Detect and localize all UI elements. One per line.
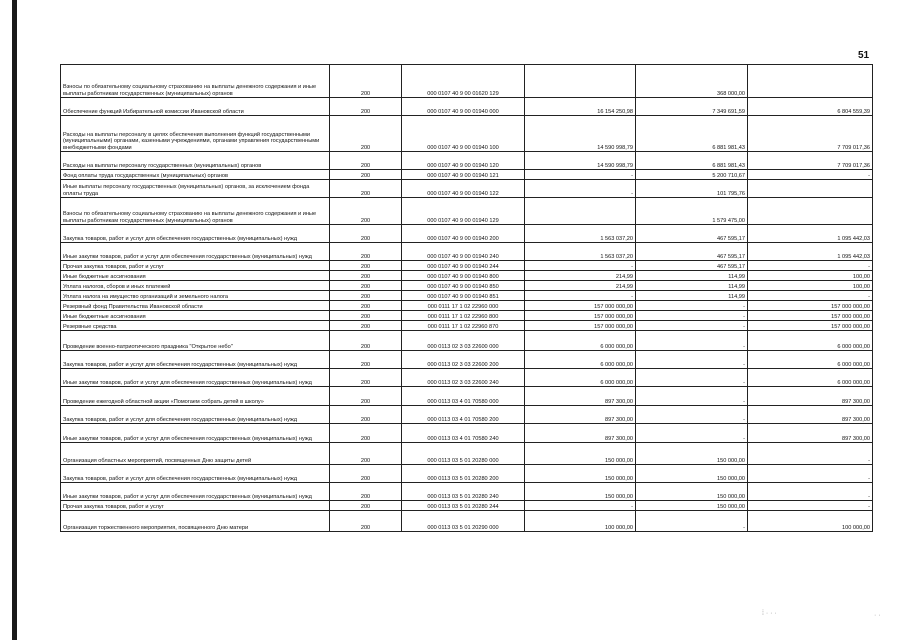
amount-cell-1: 100 000,00 bbox=[525, 511, 636, 532]
row-name-cell: Взносы по обязательному социальному страхованию на выплаты денежного содержания и иные выплаты работникам государственных (муниципальных) органов bbox=[61, 198, 330, 225]
amount-cell-1: 150 000,00 bbox=[525, 483, 636, 501]
table-row bbox=[61, 311, 873, 321]
admin-code-cell: 200 bbox=[330, 387, 402, 406]
admin-code-cell: 200 bbox=[330, 198, 402, 225]
amount-cell-2: 6 881 981,43 bbox=[636, 152, 748, 170]
amount-cell-3 bbox=[748, 198, 873, 225]
amount-cell-1: 6 000 000,00 bbox=[525, 369, 636, 387]
amount-cell-2: 114,99 bbox=[636, 291, 748, 301]
amount-cell-2: 5 200 710,67 bbox=[636, 170, 748, 180]
amount-cell-2: 150 000,00 bbox=[636, 465, 748, 483]
table-row bbox=[61, 301, 873, 311]
amount-cell-3: - bbox=[748, 465, 873, 483]
row-name-cell: Иные закупки товаров, работ и услуг для обеспечения государственных (муниципальных) нужд bbox=[61, 243, 330, 261]
amount-cell-1: 14 590 998,79 bbox=[525, 116, 636, 152]
row-name-cell: Организация областных мероприятий, посвященных Дню защиты детей bbox=[61, 443, 330, 465]
amount-cell-3: - bbox=[748, 291, 873, 301]
budget-code-cell: 000 0107 40 9 00 01940 122 bbox=[402, 180, 525, 198]
row-name-cell: Закупка товаров, работ и услуг для обеспечения государственных (муниципальных) нужд bbox=[61, 465, 330, 483]
amount-cell-3 bbox=[748, 65, 873, 98]
row-name-cell: Проведение военно-патриотического праздника "Открытое небо" bbox=[61, 331, 330, 351]
amount-cell-2: - bbox=[636, 351, 748, 369]
row-name-cell: Уплата налога на имущество организаций и земельного налога bbox=[61, 291, 330, 301]
amount-cell-2: 368 000,00 bbox=[636, 65, 748, 98]
budget-code-cell: 000 0107 40 9 00 01940 120 bbox=[402, 152, 525, 170]
amount-cell-2: 6 881 981,43 bbox=[636, 116, 748, 152]
table-row bbox=[61, 116, 873, 152]
row-name-cell: Иные выплаты персоналу государственных (муниципальных) органов, за исключением фонда оплаты труда bbox=[61, 180, 330, 198]
admin-code-cell: 200 bbox=[330, 465, 402, 483]
budget-code-cell: 000 0113 03 5 01 20280 200 bbox=[402, 465, 525, 483]
amount-cell-2: 150 000,00 bbox=[636, 483, 748, 501]
amount-cell-1: 6 000 000,00 bbox=[525, 351, 636, 369]
budget-code-cell: 000 0113 03 5 01 20280 244 bbox=[402, 501, 525, 511]
table-row bbox=[61, 331, 873, 351]
amount-cell-2: 101 795,76 bbox=[636, 180, 748, 198]
budget-code-cell: 000 0113 02 3 03 22600 000 bbox=[402, 331, 525, 351]
table-row bbox=[61, 369, 873, 387]
amount-cell-3: 7 709 017,36 bbox=[748, 152, 873, 170]
row-name-cell: Иные бюджетные ассигнования bbox=[61, 311, 330, 321]
budget-code-cell: 000 0113 03 4 01 70580 000 bbox=[402, 387, 525, 406]
amount-cell-2: 114,99 bbox=[636, 281, 748, 291]
amount-cell-2: 150 000,00 bbox=[636, 443, 748, 465]
row-name-cell: Расходы на выплаты персоналу в целях обеспечения выполнения функций государственными (муниципальными) органами, казенными учреждениями, органами управления государственными внебюджетными фондами bbox=[61, 116, 330, 152]
row-name-cell: Иные закупки товаров, работ и услуг для обеспечения государственных (муниципальных) нужд bbox=[61, 369, 330, 387]
amount-cell-3: 100 000,00 bbox=[748, 511, 873, 532]
amount-cell-1: 897 300,00 bbox=[525, 424, 636, 443]
admin-code-cell: 200 bbox=[330, 321, 402, 331]
budget-code-cell: 000 0107 40 9 00 01620 129 bbox=[402, 65, 525, 98]
admin-code-cell: 200 bbox=[330, 351, 402, 369]
amount-cell-3: - bbox=[748, 261, 873, 271]
amount-cell-1: 150 000,00 bbox=[525, 465, 636, 483]
table-row bbox=[61, 351, 873, 369]
amount-cell-1: 897 300,00 bbox=[525, 387, 636, 406]
row-name-cell: Расходы на выплаты персоналу государственных (муниципальных) органов bbox=[61, 152, 330, 170]
table-row bbox=[61, 483, 873, 501]
budget-code-cell: 000 0113 03 5 01 20280 240 bbox=[402, 483, 525, 501]
amount-cell-2: - bbox=[636, 301, 748, 311]
amount-cell-1: - bbox=[525, 291, 636, 301]
row-name-cell: Прочая закупка товаров, работ и услуг bbox=[61, 261, 330, 271]
budget-table bbox=[60, 64, 873, 532]
row-name-cell: Резервные средства bbox=[61, 321, 330, 331]
table-row bbox=[61, 501, 873, 511]
budget-code-cell: 000 0107 40 9 00 01940 100 bbox=[402, 116, 525, 152]
admin-code-cell: 200 bbox=[330, 406, 402, 424]
admin-code-cell: 200 bbox=[330, 170, 402, 180]
row-name-cell: Прочая закупка товаров, работ и услуг bbox=[61, 501, 330, 511]
admin-code-cell: 200 bbox=[330, 424, 402, 443]
admin-code-cell: 200 bbox=[330, 180, 402, 198]
amount-cell-2: - bbox=[636, 321, 748, 331]
budget-code-cell: 000 0113 03 5 01 20290 000 bbox=[402, 511, 525, 532]
amount-cell-3: 157 000 000,00 bbox=[748, 321, 873, 331]
row-name-cell: Взносы по обязательному социальному страхованию на выплаты денежного содержания и иные выплаты работникам государственных (муниципальных) органов bbox=[61, 65, 330, 98]
admin-code-cell: 200 bbox=[330, 311, 402, 321]
amount-cell-1: 897 300,00 bbox=[525, 406, 636, 424]
amount-cell-1: 6 000 000,00 bbox=[525, 331, 636, 351]
admin-code-cell: 200 bbox=[330, 291, 402, 301]
table-row bbox=[61, 261, 873, 271]
table-row bbox=[61, 291, 873, 301]
row-name-cell: Иные закупки товаров, работ и услуг для обеспечения государственных (муниципальных) нужд bbox=[61, 483, 330, 501]
amount-cell-1: - bbox=[525, 501, 636, 511]
amount-cell-1: - bbox=[525, 180, 636, 198]
table-row bbox=[61, 281, 873, 291]
admin-code-cell: 200 bbox=[330, 301, 402, 311]
amount-cell-2: 7 349 691,59 bbox=[636, 98, 748, 116]
budget-code-cell: 000 0107 40 9 00 01940 244 bbox=[402, 261, 525, 271]
table-row bbox=[61, 243, 873, 261]
amount-cell-1: - bbox=[525, 170, 636, 180]
amount-cell-3: 897 300,00 bbox=[748, 387, 873, 406]
amount-cell-3 bbox=[748, 180, 873, 198]
amount-cell-2: - bbox=[636, 406, 748, 424]
amount-cell-2: - bbox=[636, 387, 748, 406]
amount-cell-3: 100,00 bbox=[748, 281, 873, 291]
admin-code-cell: 200 bbox=[330, 116, 402, 152]
table-row bbox=[61, 424, 873, 443]
amount-cell-3: 157 000 000,00 bbox=[748, 301, 873, 311]
amount-cell-1: 150 000,00 bbox=[525, 443, 636, 465]
budget-code-cell: 000 0107 40 9 00 01940 800 bbox=[402, 271, 525, 281]
amount-cell-1: 1 563 037,20 bbox=[525, 243, 636, 261]
table-row bbox=[61, 321, 873, 331]
budget-code-cell: 000 0113 03 4 01 70580 240 bbox=[402, 424, 525, 443]
amount-cell-1: 157 000 000,00 bbox=[525, 301, 636, 311]
scan-binding-edge bbox=[12, 0, 17, 640]
budget-code-cell: 000 0107 40 9 00 01940 851 bbox=[402, 291, 525, 301]
admin-code-cell: 200 bbox=[330, 281, 402, 291]
amount-cell-1: 214,99 bbox=[525, 281, 636, 291]
admin-code-cell: 200 bbox=[330, 243, 402, 261]
amount-cell-2: 467 595,17 bbox=[636, 243, 748, 261]
amount-cell-3: 157 000 000,00 bbox=[748, 311, 873, 321]
amount-cell-2: 467 595,17 bbox=[636, 225, 748, 243]
amount-cell-1: 14 590 998,79 bbox=[525, 152, 636, 170]
table-row bbox=[61, 180, 873, 198]
amount-cell-3: 897 300,00 bbox=[748, 406, 873, 424]
amount-cell-3: 1 095 442,03 bbox=[748, 225, 873, 243]
table-row bbox=[61, 443, 873, 465]
row-name-cell: Организация торжественного мероприятия, посвященного Дню матери bbox=[61, 511, 330, 532]
row-name-cell: Проведение ежегодной областной акции «Помогаем собрать детей в школу» bbox=[61, 387, 330, 406]
budget-code-cell: 000 0111 17 1 02 22960 870 bbox=[402, 321, 525, 331]
amount-cell-3: - bbox=[748, 501, 873, 511]
amount-cell-2: - bbox=[636, 311, 748, 321]
amount-cell-3: - bbox=[748, 483, 873, 501]
admin-code-cell: 200 bbox=[330, 65, 402, 98]
amount-cell-3: - bbox=[748, 443, 873, 465]
budget-code-cell: 000 0107 40 9 00 01940 129 bbox=[402, 198, 525, 225]
table-row bbox=[61, 225, 873, 243]
budget-code-cell: 000 0113 03 5 01 20280 000 bbox=[402, 443, 525, 465]
amount-cell-1: 1 563 037,20 bbox=[525, 225, 636, 243]
row-name-cell: Резервный фонд Правительства Ивановской области bbox=[61, 301, 330, 311]
scan-artifact: ⁞ · · · bbox=[762, 610, 777, 617]
budget-code-cell: 000 0113 02 3 03 22600 200 bbox=[402, 351, 525, 369]
amount-cell-1: 16 154 250,98 bbox=[525, 98, 636, 116]
amount-cell-3: 6 804 559,39 bbox=[748, 98, 873, 116]
table-row bbox=[61, 387, 873, 406]
amount-cell-3: 897 300,00 bbox=[748, 424, 873, 443]
admin-code-cell: 200 bbox=[330, 152, 402, 170]
table-row bbox=[61, 65, 873, 98]
row-name-cell: Фонд оплаты труда государственных (муниципальных) органов bbox=[61, 170, 330, 180]
amount-cell-1 bbox=[525, 198, 636, 225]
budget-code-cell: 000 0113 02 3 03 22600 240 bbox=[402, 369, 525, 387]
page-number: 51 bbox=[858, 50, 870, 61]
budget-code-cell: 000 0107 40 9 00 01940 850 bbox=[402, 281, 525, 291]
amount-cell-2: - bbox=[636, 511, 748, 532]
amount-cell-3: - bbox=[748, 170, 873, 180]
amount-cell-3: 100,00 bbox=[748, 271, 873, 281]
scan-artifact: · · bbox=[874, 612, 881, 619]
table-row bbox=[61, 511, 873, 532]
row-name-cell: Закупка товаров, работ и услуг для обеспечения государственных (муниципальных) нужд bbox=[61, 225, 330, 243]
amount-cell-1 bbox=[525, 65, 636, 98]
admin-code-cell: 200 bbox=[330, 483, 402, 501]
amount-cell-1: 157 000 000,00 bbox=[525, 321, 636, 331]
admin-code-cell: 200 bbox=[330, 369, 402, 387]
budget-code-cell: 000 0107 40 9 00 01940 000 bbox=[402, 98, 525, 116]
table-row bbox=[61, 406, 873, 424]
table-row bbox=[61, 170, 873, 180]
budget-code-cell: 000 0107 40 9 00 01940 121 bbox=[402, 170, 525, 180]
admin-code-cell: 200 bbox=[330, 511, 402, 532]
amount-cell-2: 114,99 bbox=[636, 271, 748, 281]
amount-cell-2: 1 579 475,00 bbox=[636, 198, 748, 225]
amount-cell-2: 150 000,00 bbox=[636, 501, 748, 511]
row-name-cell: Уплата налогов, сборов и иных платежей bbox=[61, 281, 330, 291]
amount-cell-2: - bbox=[636, 331, 748, 351]
row-name-cell: Обеспечение функций Избирательной комиссии Ивановской области bbox=[61, 98, 330, 116]
amount-cell-1: 214,99 bbox=[525, 271, 636, 281]
row-name-cell: Иные бюджетные ассигнования bbox=[61, 271, 330, 281]
row-name-cell: Закупка товаров, работ и услуг для обеспечения государственных (муниципальных) нужд bbox=[61, 351, 330, 369]
row-name-cell: Закупка товаров, работ и услуг для обеспечения государственных (муниципальных) нужд bbox=[61, 406, 330, 424]
table-row bbox=[61, 198, 873, 225]
amount-cell-1: 157 000 000,00 bbox=[525, 311, 636, 321]
table-row bbox=[61, 98, 873, 116]
table-row bbox=[61, 271, 873, 281]
amount-cell-1: - bbox=[525, 261, 636, 271]
admin-code-cell: 200 bbox=[330, 443, 402, 465]
amount-cell-2: 467 595,17 bbox=[636, 261, 748, 271]
budget-code-cell: 000 0107 40 9 00 01940 200 bbox=[402, 225, 525, 243]
admin-code-cell: 200 bbox=[330, 271, 402, 281]
amount-cell-3: 7 709 017,36 bbox=[748, 116, 873, 152]
admin-code-cell: 200 bbox=[330, 98, 402, 116]
budget-code-cell: 000 0111 17 1 02 22960 000 bbox=[402, 301, 525, 311]
amount-cell-3: 1 095 442,03 bbox=[748, 243, 873, 261]
amount-cell-3: 6 000 000,00 bbox=[748, 331, 873, 351]
admin-code-cell: 200 bbox=[330, 331, 402, 351]
amount-cell-2: - bbox=[636, 424, 748, 443]
table-row bbox=[61, 465, 873, 483]
budget-code-cell: 000 0107 40 9 00 01940 240 bbox=[402, 243, 525, 261]
table-row bbox=[61, 152, 873, 170]
budget-code-cell: 000 0111 17 1 02 22960 800 bbox=[402, 311, 525, 321]
admin-code-cell: 200 bbox=[330, 261, 402, 271]
amount-cell-3: 6 000 000,00 bbox=[748, 351, 873, 369]
amount-cell-2: - bbox=[636, 369, 748, 387]
admin-code-cell: 200 bbox=[330, 225, 402, 243]
amount-cell-3: 6 000 000,00 bbox=[748, 369, 873, 387]
row-name-cell: Иные закупки товаров, работ и услуг для обеспечения государственных (муниципальных) нужд bbox=[61, 424, 330, 443]
budget-code-cell: 000 0113 03 4 01 70580 200 bbox=[402, 406, 525, 424]
admin-code-cell: 200 bbox=[330, 501, 402, 511]
